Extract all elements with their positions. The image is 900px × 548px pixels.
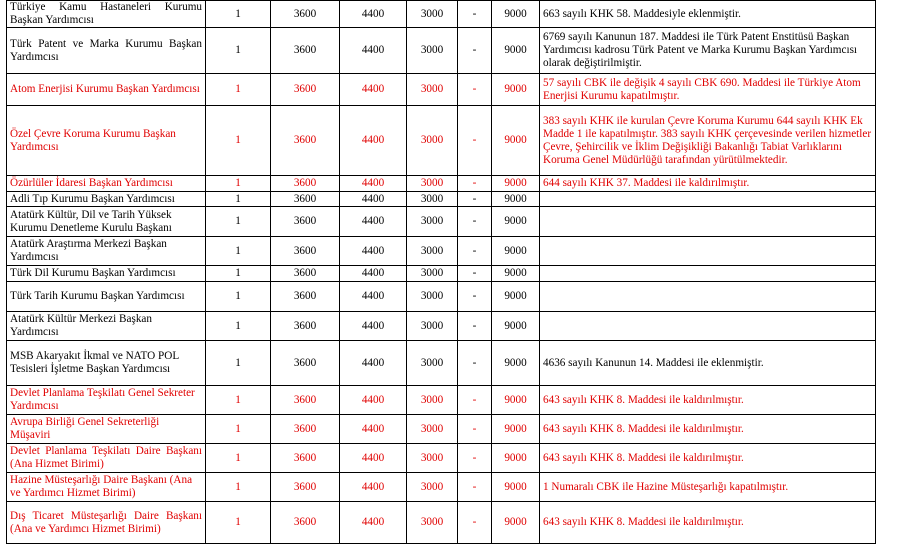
kadro-table — [6, 0, 876, 544]
dash-cell: - — [458, 502, 492, 544]
indicator-cell: 3600 — [271, 207, 340, 237]
dash-cell: - — [458, 282, 492, 312]
kadro-title-cell: Atatürk Kültür, Dil ve Tarih Yüksek Kurumu Denetleme Kurulu Başkanı — [7, 207, 206, 237]
dash-cell: - — [458, 237, 492, 266]
note-cell: 643 sayılı KHK 8. Maddesi ile kaldırılmıştır. — [540, 444, 876, 473]
dash-cell: - — [458, 415, 492, 444]
indicator-cell: 3000 — [407, 28, 458, 74]
total-cell: 9000 — [492, 341, 540, 386]
indicator-cell: 3600 — [271, 176, 340, 192]
indicator-cell: 4400 — [340, 106, 407, 176]
indicator-cell: 4400 — [340, 74, 407, 106]
kadro-title-cell: Türk Tarih Kurumu Başkan Yardımcısı — [7, 282, 206, 312]
kadro-title-cell: Hazine Müsteşarlığı Daire Başkanı (Ana ve Yardımcı Hizmet Birimi) — [7, 473, 206, 502]
total-cell: 9000 — [492, 415, 540, 444]
note-cell: 6769 sayılı Kanunun 187. Maddesi ile Türk Patent Enstitüsü Başkan Yardımcısı kadrosu Türk Patent ve Marka Kurumu Başkan Yardımcısı olarak değiştirilmiştir. — [540, 28, 876, 74]
count-cell: 1 — [206, 444, 271, 473]
indicator-cell: 3000 — [407, 176, 458, 192]
dash-cell: - — [458, 1, 492, 28]
count-cell: 1 — [206, 473, 271, 502]
note-cell — [540, 207, 876, 237]
indicator-cell: 3000 — [407, 266, 458, 282]
total-cell: 9000 — [492, 192, 540, 207]
indicator-cell: 4400 — [340, 282, 407, 312]
count-cell: 1 — [206, 1, 271, 28]
indicator-cell: 3600 — [271, 502, 340, 544]
total-cell: 9000 — [492, 312, 540, 341]
count-cell: 1 — [206, 312, 271, 341]
indicator-cell: 4400 — [340, 341, 407, 386]
kadro-title-cell: Devlet Planlama Teşkilatı Genel Sekreter Yardımcısı — [7, 386, 206, 415]
note-cell: 383 sayılı KHK ile kurulan Çevre Koruma Kurumu 644 sayılı KHK Ek Madde 1 ile kapatılmıştır. 383 sayılı KHK çerçevesinde verilen hizmetler Çevre, Şehircilik ve İklim Değişikliği Bakanlığı Tabiat Varlıklarını Koruma Genel Müdürlüğü tarafından yürütülmektedir. — [540, 106, 876, 176]
kadro-title-cell: Atatürk Kültür Merkezi Başkan Yardımcısı — [7, 312, 206, 341]
dash-cell: - — [458, 74, 492, 106]
table-row — [7, 192, 876, 207]
indicator-cell: 4400 — [340, 28, 407, 74]
count-cell: 1 — [206, 282, 271, 312]
indicator-cell: 3000 — [407, 473, 458, 502]
table-row — [7, 1, 876, 28]
table-row — [7, 237, 876, 266]
kadro-title-cell: Türk Dil Kurumu Başkan Yardımcısı — [7, 266, 206, 282]
indicator-cell: 4400 — [340, 473, 407, 502]
note-cell — [540, 266, 876, 282]
count-cell: 1 — [206, 28, 271, 74]
dash-cell: - — [458, 28, 492, 74]
count-cell: 1 — [206, 106, 271, 176]
indicator-cell: 4400 — [340, 386, 407, 415]
total-cell: 9000 — [492, 28, 540, 74]
kadro-title-cell: Özel Çevre Koruma Kurumu Başkan Yardımcısı — [7, 106, 206, 176]
table-row — [7, 312, 876, 341]
count-cell: 1 — [206, 176, 271, 192]
kadro-title-cell: Türkiye Kamu Hastaneleri Kurumu Başkan Yardımcısı — [7, 1, 206, 28]
indicator-cell: 3600 — [271, 386, 340, 415]
kadro-title-cell: Özürlüler İdaresi Başkan Yardımcısı — [7, 176, 206, 192]
count-cell: 1 — [206, 266, 271, 282]
note-cell — [540, 192, 876, 207]
kadro-title-cell: MSB Akaryakıt İkmal ve NATO POL Tesisleri İşletme Başkan Yardımcısı — [7, 341, 206, 386]
indicator-cell: 4400 — [340, 502, 407, 544]
note-cell: 1 Numaralı CBK ile Hazine Müsteşarlığı kapatılmıştır. — [540, 473, 876, 502]
dash-cell: - — [458, 386, 492, 415]
total-cell: 9000 — [492, 444, 540, 473]
indicator-cell: 3000 — [407, 1, 458, 28]
count-cell: 1 — [206, 74, 271, 106]
total-cell: 9000 — [492, 237, 540, 266]
table-row — [7, 386, 876, 415]
kadro-title-cell: Adli Tıp Kurumu Başkan Yardımcısı — [7, 192, 206, 207]
kadro-title-cell: Dış Ticaret Müsteşarlığı Daire Başkanı (Ana ve Yardımcı Hizmet Birimi) — [7, 502, 206, 544]
table-row — [7, 282, 876, 312]
total-cell: 9000 — [492, 176, 540, 192]
indicator-cell: 3600 — [271, 237, 340, 266]
dash-cell: - — [458, 341, 492, 386]
kadro-title-cell: Avrupa Birliği Genel Sekreterliği Müşaviri — [7, 415, 206, 444]
dash-cell: - — [458, 266, 492, 282]
indicator-cell: 3600 — [271, 415, 340, 444]
indicator-cell: 3000 — [407, 192, 458, 207]
note-cell: 4636 sayılı Kanunun 14. Maddesi ile eklenmiştir. — [540, 341, 876, 386]
table-row — [7, 207, 876, 237]
note-cell — [540, 282, 876, 312]
note-cell: 644 sayılı KHK 37. Maddesi ile kaldırılmıştır. — [540, 176, 876, 192]
table-row — [7, 415, 876, 444]
indicator-cell: 4400 — [340, 266, 407, 282]
total-cell: 9000 — [492, 1, 540, 28]
table-row — [7, 106, 876, 176]
total-cell: 9000 — [492, 74, 540, 106]
total-cell: 9000 — [492, 106, 540, 176]
indicator-cell: 3000 — [407, 312, 458, 341]
indicator-cell: 3600 — [271, 192, 340, 207]
table-row — [7, 266, 876, 282]
indicator-cell: 3600 — [271, 106, 340, 176]
note-cell — [540, 312, 876, 341]
kadro-title-cell: Türk Patent ve Marka Kurumu Başkan Yardımcısı — [7, 28, 206, 74]
dash-cell: - — [458, 444, 492, 473]
count-cell: 1 — [206, 237, 271, 266]
indicator-cell: 3600 — [271, 74, 340, 106]
table-row — [7, 176, 876, 192]
kadro-title-cell: Devlet Planlama Teşkilatı Daire Başkanı (Ana Hizmet Birimi) — [7, 444, 206, 473]
table-row — [7, 28, 876, 74]
count-cell: 1 — [206, 415, 271, 444]
table-row — [7, 341, 876, 386]
note-cell — [540, 237, 876, 266]
table-row — [7, 444, 876, 473]
dash-cell: - — [458, 473, 492, 502]
table-row — [7, 74, 876, 106]
total-cell: 9000 — [492, 502, 540, 544]
indicator-cell: 3600 — [271, 312, 340, 341]
indicator-cell: 4400 — [340, 312, 407, 341]
count-cell: 1 — [206, 502, 271, 544]
dash-cell: - — [458, 312, 492, 341]
note-cell: 643 sayılı KHK 8. Maddesi ile kaldırılmıştır. — [540, 502, 876, 544]
dash-cell: - — [458, 176, 492, 192]
indicator-cell: 3000 — [407, 502, 458, 544]
indicator-cell: 4400 — [340, 415, 407, 444]
note-cell: 643 sayılı KHK 8. Maddesi ile kaldırılmıştır. — [540, 415, 876, 444]
count-cell: 1 — [206, 341, 271, 386]
indicator-cell: 4400 — [340, 192, 407, 207]
indicator-cell: 4400 — [340, 207, 407, 237]
total-cell: 9000 — [492, 207, 540, 237]
indicator-cell: 3000 — [407, 282, 458, 312]
indicator-cell: 3000 — [407, 207, 458, 237]
indicator-cell: 4400 — [340, 1, 407, 28]
indicator-cell: 3600 — [271, 1, 340, 28]
count-cell: 1 — [206, 207, 271, 237]
note-cell: 643 sayılı KHK 8. Maddesi ile kaldırılmıştır. — [540, 386, 876, 415]
indicator-cell: 3000 — [407, 386, 458, 415]
dash-cell: - — [458, 207, 492, 237]
indicator-cell: 3600 — [271, 28, 340, 74]
dash-cell: - — [458, 192, 492, 207]
indicator-cell: 3600 — [271, 473, 340, 502]
count-cell: 1 — [206, 192, 271, 207]
note-cell: 663 sayılı KHK 58. Maddesiyle eklenmiştir. — [540, 1, 876, 28]
total-cell: 9000 — [492, 282, 540, 312]
indicator-cell: 4400 — [340, 237, 407, 266]
indicator-cell: 4400 — [340, 444, 407, 473]
indicator-cell: 3000 — [407, 106, 458, 176]
indicator-cell: 3000 — [407, 415, 458, 444]
table-row — [7, 502, 876, 544]
document-page — [6, 0, 876, 544]
indicator-cell: 3600 — [271, 282, 340, 312]
indicator-cell: 3600 — [271, 266, 340, 282]
indicator-cell: 4400 — [340, 176, 407, 192]
kadro-title-cell: Atom Enerjisi Kurumu Başkan Yardımcısı — [7, 74, 206, 106]
note-cell: 57 sayılı CBK ile değişik 4 sayılı CBK 690. Maddesi ile Türkiye Atom Enerjisi Kurumu kapatılmıştır. — [540, 74, 876, 106]
table-body — [7, 1, 876, 544]
indicator-cell: 3000 — [407, 341, 458, 386]
dash-cell: - — [458, 106, 492, 176]
table-row — [7, 473, 876, 502]
indicator-cell: 3600 — [271, 444, 340, 473]
count-cell: 1 — [206, 386, 271, 415]
total-cell: 9000 — [492, 386, 540, 415]
indicator-cell: 3000 — [407, 444, 458, 473]
indicator-cell: 3600 — [271, 341, 340, 386]
indicator-cell: 3000 — [407, 237, 458, 266]
indicator-cell: 3000 — [407, 74, 458, 106]
total-cell: 9000 — [492, 266, 540, 282]
kadro-title-cell: Atatürk Araştırma Merkezi Başkan Yardımcısı — [7, 237, 206, 266]
total-cell: 9000 — [492, 473, 540, 502]
